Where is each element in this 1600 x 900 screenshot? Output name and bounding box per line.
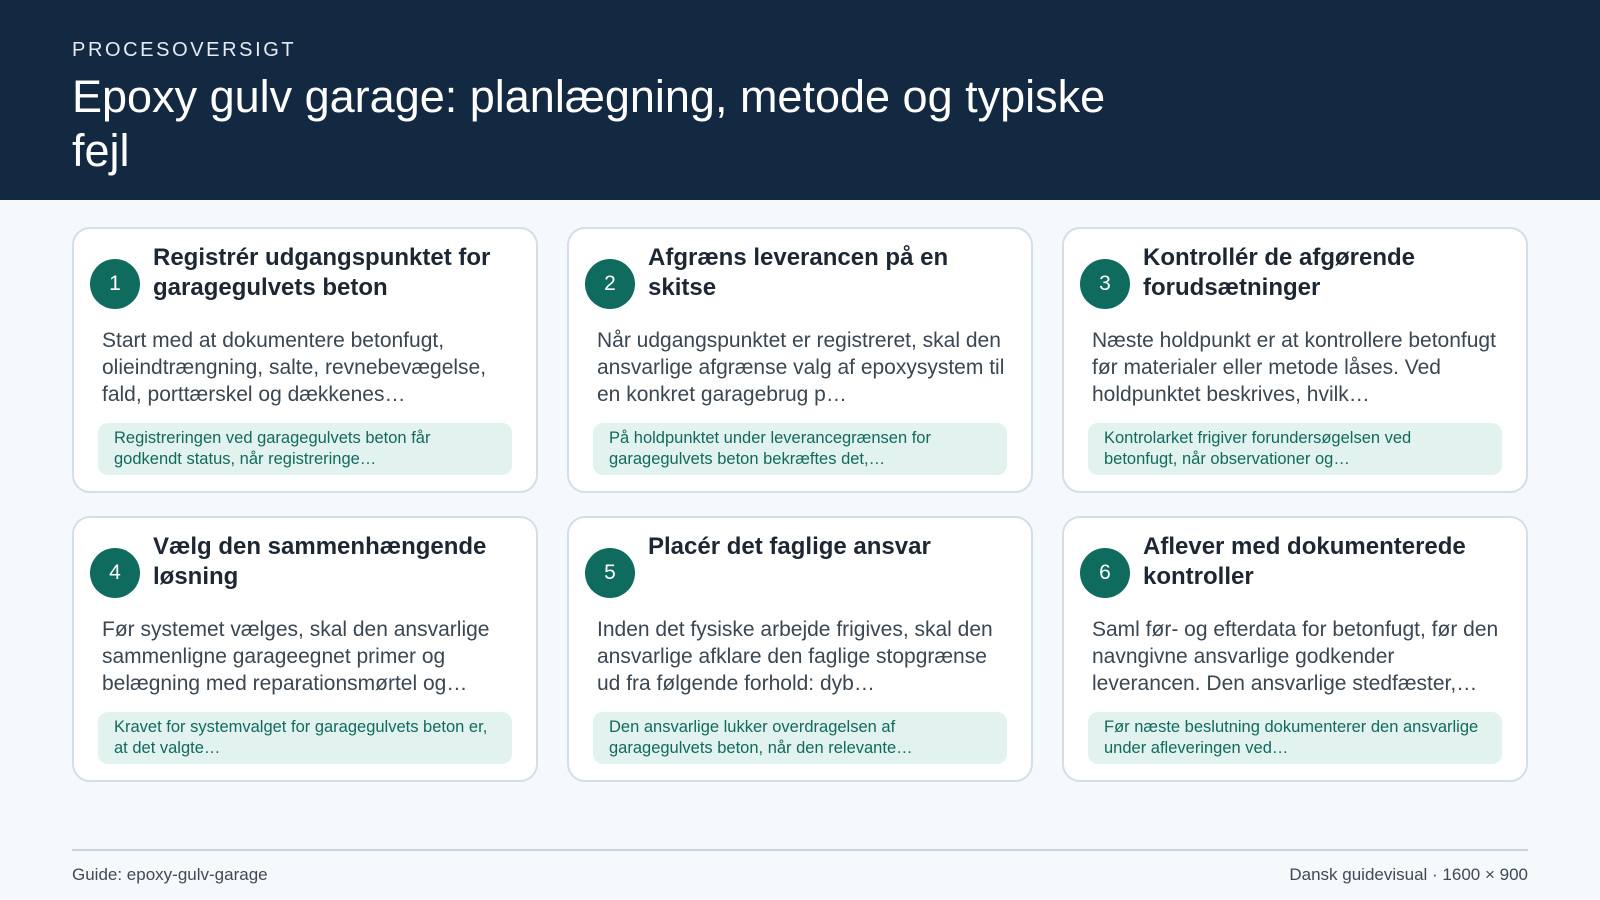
step-card-header bbox=[585, 532, 1015, 608]
step-number-badge: 1 bbox=[90, 259, 140, 309]
step-number-badge: 5 bbox=[585, 548, 635, 598]
step-number-badge: 6 bbox=[1080, 548, 1130, 598]
step-number-badge: 3 bbox=[1080, 259, 1130, 309]
step-card-3 bbox=[1062, 227, 1528, 493]
footer-guide-label: Guide: epoxy-gulv-garage bbox=[72, 865, 268, 884]
step-card-header bbox=[90, 532, 520, 608]
step-description: Før systemet vælges, skal den ansvarlige sammenligne garageegnet primer og belægning med reparationsmørtel og… bbox=[102, 618, 490, 695]
step-title: Registrér udgangspunktet for garagegulvets beton bbox=[153, 244, 491, 301]
step-card-1 bbox=[72, 227, 538, 493]
page-title: Epoxy gulv garage: planlægning, metode og typiske fejl bbox=[72, 71, 1106, 176]
page-header bbox=[0, 0, 1600, 200]
step-card-header bbox=[90, 243, 520, 319]
step-note: Før næste beslutning dokumenterer den ansvarlige under afleveringen ved… bbox=[1088, 712, 1502, 764]
step-card-2 bbox=[567, 227, 1033, 493]
step-note: Den ansvarlige lukker overdragelsen af garagegulvets beton, når den relevante… bbox=[593, 712, 1007, 764]
step-card-5 bbox=[567, 516, 1033, 782]
step-number-badge: 4 bbox=[90, 548, 140, 598]
step-number-badge: 2 bbox=[585, 259, 635, 309]
step-title: Kontrollér de afgørende forudsætninger bbox=[1143, 244, 1416, 301]
step-note: Kontrolarket frigiver forundersøgelsen ved betonfugt, når observationer og… bbox=[1088, 423, 1502, 475]
step-description: Næste holdpunkt er at kontrollere betonfugt før materialer eller metode låses. Ved holdpunktet beskrives, hvilk… bbox=[1092, 329, 1496, 406]
eyebrow-label: PROCESOVERSIGT bbox=[72, 39, 297, 61]
footer-meta-label: Dansk guidevisual · 1600 × 900 bbox=[1289, 865, 1528, 884]
step-card-6 bbox=[1062, 516, 1528, 782]
step-description: Saml før- og efterdata for betonfugt, før den navngivne ansvarlige godkender leverancen. Den ansvarlige stedfæster,… bbox=[1092, 618, 1499, 695]
step-description: Når udgangspunktet er registreret, skal den ansvarlige afgrænse valg af epoxysystem til en konkret garagebrug p… bbox=[597, 329, 1005, 406]
step-title: Aflever med dokumenterede kontroller bbox=[1143, 533, 1466, 590]
step-note: Kravet for systemvalget for garagegulvets beton er, at det valgte… bbox=[98, 712, 512, 764]
footer-divider bbox=[72, 849, 1528, 851]
step-note: På holdpunktet under leverancegrænsen for garagegulvets beton bekræftes det,… bbox=[593, 423, 1007, 475]
step-title: Vælg den sammenhængende løsning bbox=[153, 533, 487, 590]
step-card-header bbox=[1080, 532, 1510, 608]
step-description: Inden det fysiske arbejde frigives, skal den ansvarlige afklare den faglige stopgrænse ud fra følgende forhold: dyb… bbox=[597, 618, 993, 695]
step-title: Placér det faglige ansvar bbox=[648, 533, 931, 560]
step-card-header bbox=[585, 243, 1015, 319]
step-title: Afgræns leverancen på en skitse bbox=[648, 244, 949, 301]
step-card-4 bbox=[72, 516, 538, 782]
step-description: Start med at dokumentere betonfugt, olieindtrængning, salte, revnebevægelse, fald, porttærskel og dækkenes… bbox=[102, 329, 487, 406]
step-note: Registreringen ved garagegulvets beton får godkendt status, når registreringe… bbox=[98, 423, 512, 475]
process-grid bbox=[72, 227, 1528, 782]
step-card-header bbox=[1080, 243, 1510, 319]
